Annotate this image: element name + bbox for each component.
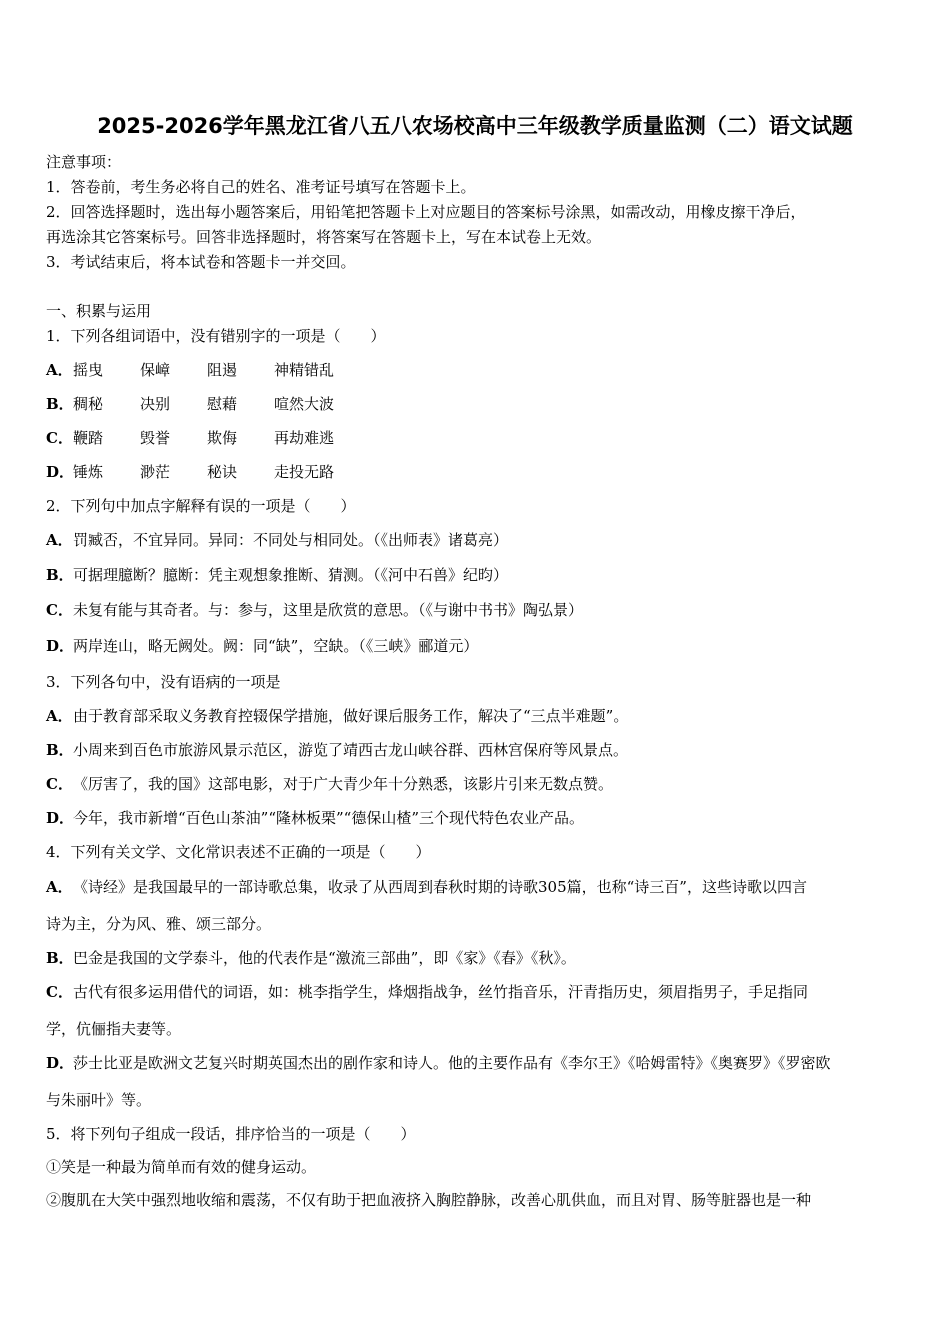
option-letter: C． xyxy=(46,429,73,447)
question-1-stem: 1．下列各组词语中，没有错别字的一项是（ ） xyxy=(46,327,386,345)
notice-item: 2．回答选择题时，选出每小题答案后，用铅笔把答题卡上对应题目的答案标号涂黑，如需改动，用橡皮擦干净后， xyxy=(46,203,806,221)
page-title: 2025-2026学年黑龙江省八五八农场校高中三年级教学质量监测（二）语文试题 xyxy=(97,114,853,138)
q2-option-b xyxy=(46,565,508,585)
notice-item: 3．考试结束后，将本试卷和答题卡一并交回。 xyxy=(46,253,356,271)
option-text: 古代有很多运用借代的词语，如：桃李指学生，烽烟指战争，丝竹指音乐，汗青指历史，须眉指男子，手足指同 xyxy=(73,983,809,1001)
option-letter: A． xyxy=(46,707,73,725)
word: 神精错乱 xyxy=(274,361,335,379)
question-5-stem: 5．将下列句子组成一段话，排序恰当的一项是（ ） xyxy=(46,1125,416,1143)
option-letter: C． xyxy=(46,601,73,619)
option-letter: D． xyxy=(46,1054,75,1072)
q2-option-a xyxy=(46,530,508,550)
q3-option-c xyxy=(46,774,613,794)
option-text: 小周来到百色市旅游风景示范区，游览了靖西古龙山峡谷群、西林宫保府等风景点。 xyxy=(73,741,629,759)
option-letter: A． xyxy=(46,531,73,549)
word: 走投无路 xyxy=(274,463,335,481)
option-text: 今年，我市新增“百色山茶油”“隆林板栗”“德保山楂”三个现代特色农业产品。 xyxy=(73,809,585,827)
word: 锤炼 xyxy=(73,463,104,481)
word: 鞭踏 xyxy=(73,429,104,447)
q4-option-d xyxy=(46,1053,831,1073)
q4-option-a-cont: 诗为主，分为风、雅、颂三部分。 xyxy=(46,915,272,933)
question-2-stem: 2．下列句中加点字解释有误的一项是（ ） xyxy=(46,497,356,515)
word: 渺茫 xyxy=(140,463,171,481)
option-text: 《诗经》是我国最早的一部诗歌总集，收录了从西周到春秋时期的诗歌305篇，也称“诗三百”，这些诗歌以四言 xyxy=(73,878,807,896)
option-letter: C． xyxy=(46,983,73,1001)
option-text: 莎士比亚是欧洲文艺复兴时期英国杰出的剧作家和诗人。他的主要作品有《李尔王》《哈姆雷特》《奥赛罗》《罗密欧 xyxy=(73,1054,831,1072)
word: 再劫难逃 xyxy=(274,429,335,447)
word: 秘诀 xyxy=(207,463,238,481)
option-text: 罚臧否，不宜异同。异同：不同处与相同处。（《出师表》诸葛亮） xyxy=(73,531,509,549)
option-letter: B． xyxy=(46,395,74,413)
q3-option-a xyxy=(46,706,628,726)
option-text: 巴金是我国的文学泰斗，他的代表作是“激流三部曲”，即《家》《春》《秋》。 xyxy=(73,949,576,967)
word: 阻遏 xyxy=(207,361,238,379)
word: 保嶂 xyxy=(140,361,171,379)
q1-option-c xyxy=(46,428,334,448)
option-text: 可据理臆断？臆断：凭主观想象推断、猜测。（《河中石兽》纪昀） xyxy=(73,566,509,584)
option-letter: C． xyxy=(46,775,73,793)
q5-sentence-1: ①笑是一种最为简单而有效的健身运动。 xyxy=(46,1158,317,1176)
option-letter: A． xyxy=(46,361,73,379)
question-4-stem: 4．下列有关文学、文化常识表述不正确的一项是（ ） xyxy=(46,843,431,861)
section-heading: 一、积累与运用 xyxy=(46,302,152,320)
q2-option-c xyxy=(46,600,583,620)
option-letter: B． xyxy=(46,741,74,759)
q3-option-d xyxy=(46,808,584,828)
question-3-stem: 3．下列各句中，没有语病的一项是 xyxy=(46,673,281,691)
q4-option-c-cont: 学，伉俪指夫妻等。 xyxy=(46,1020,182,1038)
notice-item: 1．答卷前，考生务必将自己的姓名、准考证号填写在答题卡上。 xyxy=(46,178,476,196)
option-letter: B． xyxy=(46,949,74,967)
option-letter: A． xyxy=(46,878,73,896)
q4-option-c xyxy=(46,982,808,1002)
q4-option-d-cont: 与朱丽叶》等。 xyxy=(46,1091,152,1109)
notice-heading: 注意事项： xyxy=(46,153,122,171)
q3-option-b xyxy=(46,740,628,760)
q2-option-d xyxy=(46,636,478,656)
option-text: 《厉害了，我的国》这部电影，对于广大青少年十分熟悉，该影片引来无数点赞。 xyxy=(73,775,614,793)
word: 毁誉 xyxy=(140,429,171,447)
option-text: 未复有能与其奇者。与：参与，这里是欣赏的意思。（《与谢中书书》陶弘景） xyxy=(73,601,584,619)
option-text: 由于教育部采取义务教育控辍保学措施，做好课后服务工作，解决了“三点半难题”。 xyxy=(73,707,629,725)
q1-option-b xyxy=(46,394,334,414)
option-letter: D． xyxy=(46,809,75,827)
notice-item: 再选涂其它答案标号。回答非选择题时，将答案写在答题卡上，写在本试卷上无效。 xyxy=(46,228,602,246)
word: 摇曳 xyxy=(73,361,104,379)
option-text: 两岸连山，略无阙处。阙：同“缺”，空缺。（《三峡》郦道元） xyxy=(73,637,479,655)
word: 慰藉 xyxy=(207,395,238,413)
option-letter: D． xyxy=(46,637,75,655)
option-letter: D． xyxy=(46,463,75,481)
q1-option-a xyxy=(46,360,334,380)
option-letter: B． xyxy=(46,566,74,584)
q5-sentence-2: ②腹肌在大笑中强烈地收缩和震荡，不仅有助于把血液挤入胸腔静脉，改善心肌供血，而且对胃、肠等脏器也是一种 xyxy=(46,1191,812,1209)
word: 欺侮 xyxy=(207,429,238,447)
word: 稠秘 xyxy=(73,395,104,413)
q1-option-d xyxy=(46,462,334,482)
word: 决别 xyxy=(140,395,171,413)
q4-option-a xyxy=(46,877,807,897)
q4-option-b xyxy=(46,948,576,968)
word: 喧然大波 xyxy=(274,395,335,413)
